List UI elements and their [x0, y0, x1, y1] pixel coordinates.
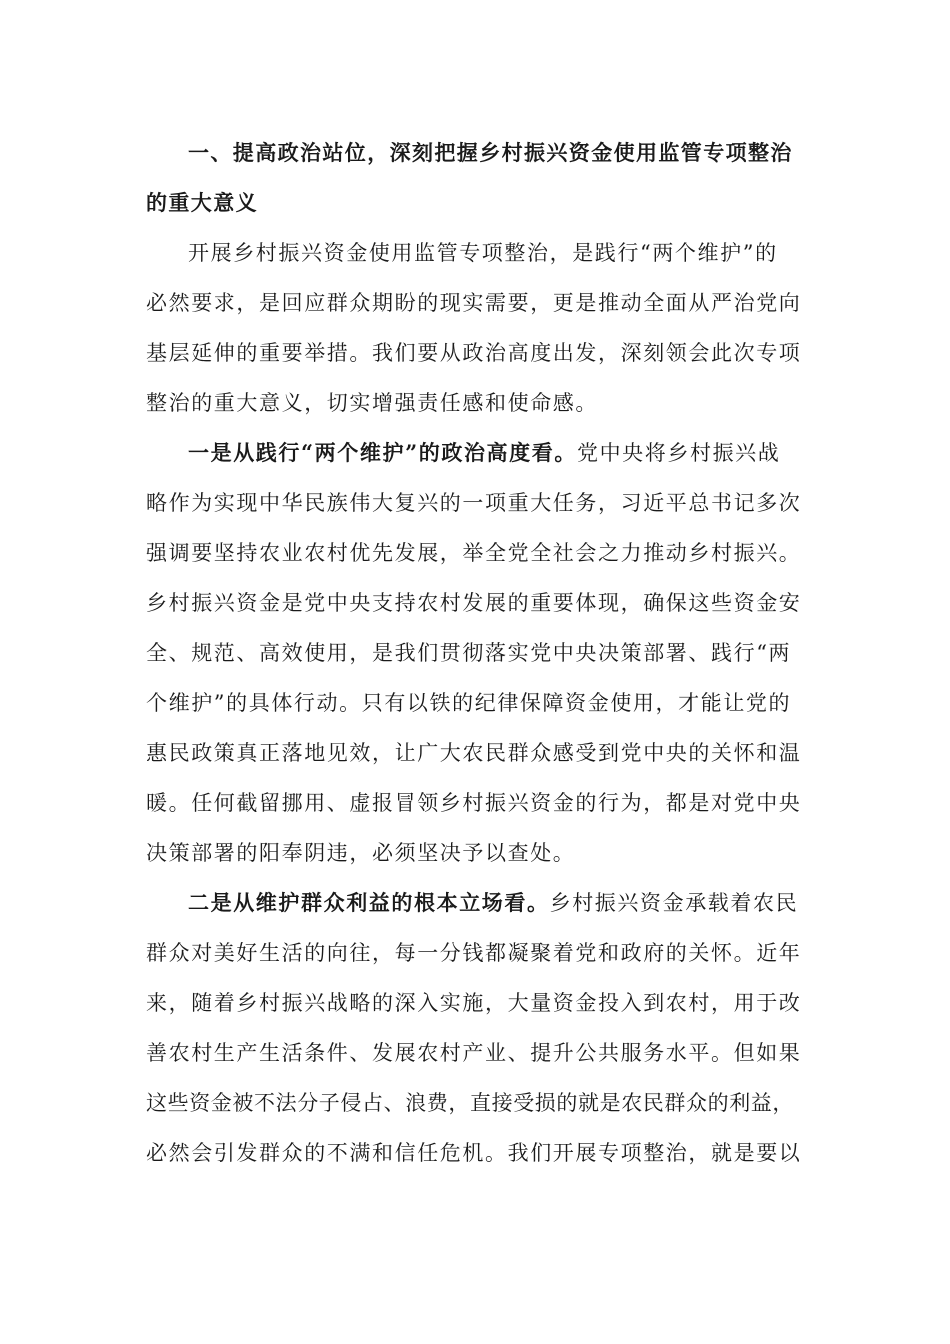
point-one-lead: 一是从践行“两个维护”的政治高度看。 — [188, 440, 577, 465]
paragraph-line: 略作为实现中华民族伟大复兴的一项重大任务，习近平总书记多次 — [146, 491, 802, 515]
point-one-first-text: 党中央将乡村振兴战 — [576, 441, 781, 465]
point-two-paragraph — [146, 878, 802, 1178]
heading-line: 的重大意义 — [146, 190, 258, 215]
paragraph-line: 必然要求，是回应群众期盼的现实需要，更是推动全面从严治党向 — [146, 291, 802, 315]
paragraph-line: 这些资金被不法分子侵占、浪费，直接受损的就是农民群众的利益， — [146, 1091, 794, 1115]
heading-line: 一、提高政治站位，深刻把握乡村振兴资金使用监管专项整治 — [188, 140, 793, 165]
paragraph-line: 惠民政策真正落地见效，让广大农民群众感受到党中央的关怀和温 — [146, 741, 802, 765]
paragraph-line — [146, 428, 796, 478]
paragraph-line: 整治的重大意义，切实增强责任感和使命感。 — [146, 391, 598, 415]
paragraph-line — [146, 878, 799, 928]
paragraph-line: 强调要坚持农业农村优先发展，举全党全社会之力推动乡村振兴。 — [146, 541, 802, 565]
paragraph-line: 基层延伸的重要举措。我们要从政治高度出发，深刻领会此次专项 — [146, 341, 802, 365]
paragraph-line: 个维护”的具体行动。只有以铁的纪律保障资金使用，才能让党的 — [146, 691, 792, 715]
paragraph-line: 群众对美好生活的向往，每一分钱都凝聚着党和政府的关怀。近年 — [146, 941, 802, 965]
point-one-paragraph — [146, 428, 802, 878]
section-heading — [146, 128, 796, 228]
paragraph-line: 必然会引发群众的不满和信任危机。我们开展专项整治，就是要以 — [146, 1141, 802, 1165]
paragraph-line: 全、规范、高效使用，是我们贯彻落实党中央决策部署、践行“两 — [146, 641, 792, 665]
paragraph-line: 乡村振兴资金是党中央支持农村发展的重要体现，确保这些资金安 — [146, 591, 802, 615]
paragraph-line: 暖。任何截留挪用、虚报冒领乡村振兴资金的行为，都是对党中央 — [146, 791, 802, 815]
paragraph-line: 善农村生产生活条件、发展农村产业、提升公共服务水平。但如果 — [146, 1041, 802, 1065]
document-page — [146, 128, 802, 1178]
paragraph-line: 开展乡村振兴资金使用监管专项整治，是践行“两个维护”的 — [188, 241, 778, 265]
point-two-first-text: 乡村振兴资金承载着农民 — [549, 891, 799, 915]
paragraph-line: 决策部署的阳奉阴违，必须坚决予以查处。 — [146, 841, 576, 865]
intro-paragraph — [146, 228, 802, 428]
paragraph-line: 来，随着乡村振兴战略的深入实施，大量资金投入到农村，用于改 — [146, 991, 802, 1015]
point-two-lead: 二是从维护群众利益的根本立场看。 — [188, 890, 550, 915]
